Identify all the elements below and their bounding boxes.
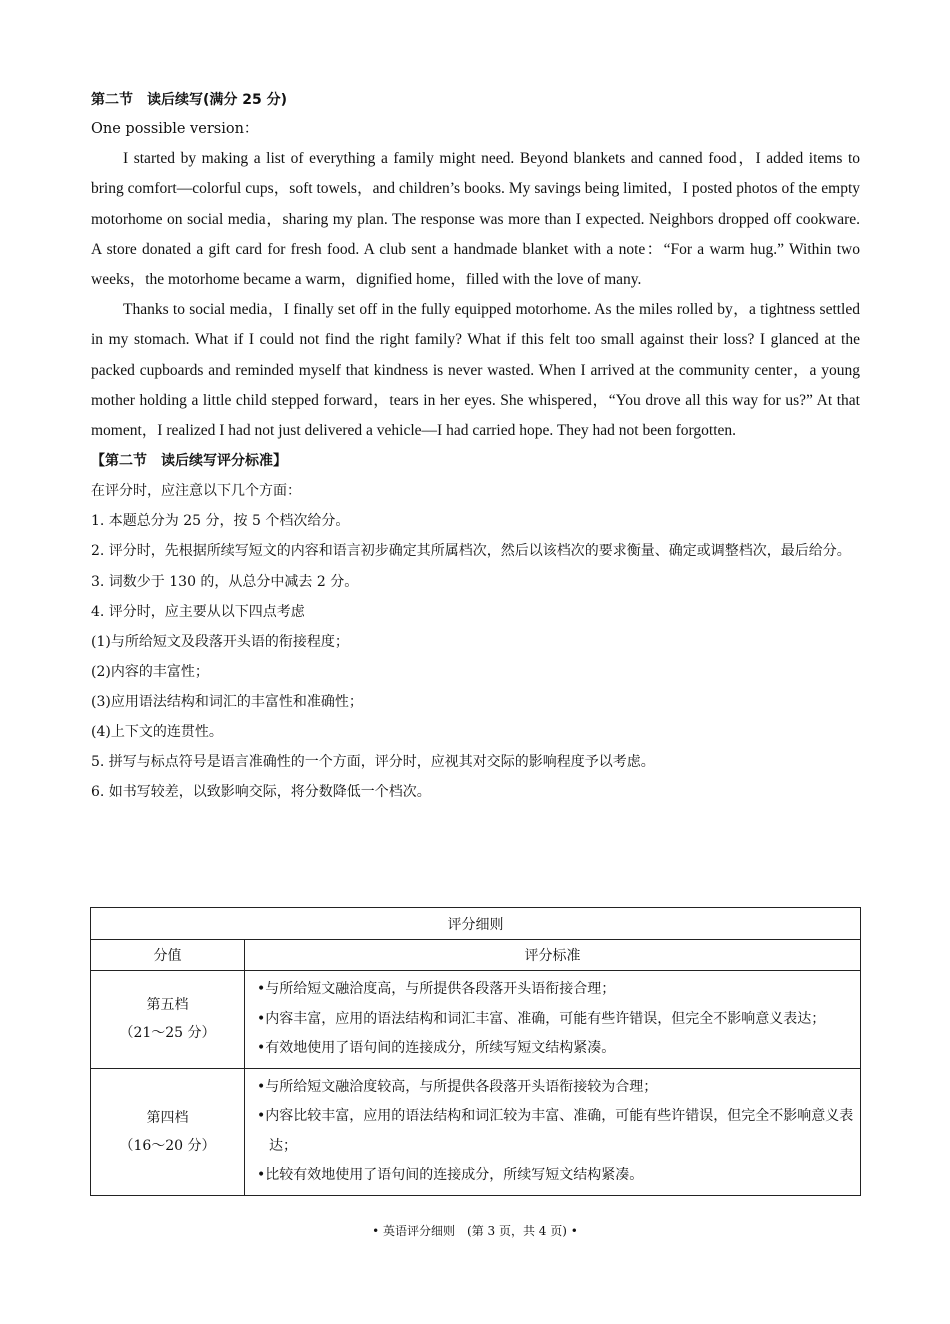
table-row [91, 1068, 861, 1195]
criteria-point: •与所给短文融洽度高，与所提供各段落开头语衔接合理； [257, 981, 616, 997]
level-cell [91, 1068, 245, 1195]
criteria-item-3: 3. 词数少于 130 的，从总分中减去 2 分。 [91, 573, 359, 590]
column-header-criteria: 评分标准 [245, 940, 861, 971]
criteria-subitem-4: (4)上下文的连贯性。 [91, 723, 223, 740]
criteria-point: •有效地使用了语句间的连接成分，所续写短文结构紧凑。 [257, 1040, 616, 1056]
level-range: （21～25 分） [119, 1025, 216, 1042]
scoring-table [90, 907, 861, 1196]
criteria-item-4: 4. 评分时，应主要从以下四点考虑 [91, 603, 305, 620]
page-footer: • 英语评分细则 (第 3 页，共 4 页) • [372, 1224, 578, 1238]
essay-paragraph-2: Thanks to social media，I finally set off in the fully equipped motorhome. As the miles rolled by，a tightness settled in my stomach. What if I could not find the right family? What if this felt too small against their loss? I glanced at the packed cupboards and reminded myself that kindness is never wasted. When I arrived at the community center，a young mother holding a little child stepped forward，tears in her eyes. She whispered，“You drove all this way for us?” At that moment，I realized I had not just delivered a vehicle—I had carried hope. They had not been forgotten. [91, 301, 860, 440]
criteria-item-2: 2. 评分时，先根据所续写短文的内容和语言初步确定其所属档次，然后以该档次的要求衡量、确定或调整档次，最后给分。 [91, 543, 851, 560]
criteria-item-1: 1. 本题总分为 25 分，按 5 个档次给分。 [91, 513, 350, 530]
version-label: One possible version： [91, 121, 259, 137]
criteria-intro: 在评分时，应注意以下几个方面： [91, 483, 301, 500]
table-row [91, 971, 861, 1069]
level-cell [91, 971, 245, 1069]
criteria-cell [245, 971, 861, 1069]
column-header-score: 分值 [91, 940, 245, 971]
page-content [91, 88, 860, 807]
criteria-title: 【第二节 读后续写评分标准】 [91, 453, 287, 470]
criteria-subitem-2: (2)内容的丰富性； [91, 663, 209, 680]
level-name: 第四档 [146, 1109, 189, 1126]
level-name: 第五档 [146, 997, 189, 1014]
criteria-point: •比较有效地使用了语句间的连接成分，所续写短文结构紧凑。 [257, 1167, 644, 1183]
criteria-point: •内容比较丰富，应用的语法结构和词汇较为丰富、准确，可能有些许错误，但完全不影响意义表达； [257, 1108, 854, 1154]
criteria-item-5: 5. 拼写与标点符号是语言准确性的一个方面，评分时，应视其对交际的影响程度予以考虑。 [91, 754, 655, 771]
criteria-point: •内容丰富，应用的语法结构和词汇丰富、准确，可能有些许错误，但完全不影响意义表达； [257, 1010, 826, 1027]
table-caption: 评分细则 [91, 908, 861, 940]
criteria-point: •与所给短文融洽度较高，与所提供各段落开头语衔接较为合理； [257, 1078, 658, 1095]
criteria-item-6: 6. 如书写较差，以致影响交际，将分数降低一个档次。 [91, 784, 431, 801]
criteria-subitem-1: (1)与所给短文及段落开头语的衔接程度； [91, 633, 349, 650]
level-range: （16～20 分） [119, 1137, 216, 1154]
essay-paragraph-1: I started by making a list of everything a family might need. Beyond blankets and canned food，I added items to bring comfort—colorful cups，soft towels，and children’s books. My savings being limited，I posted photos of the empty motorhome on social media，sharing my plan. The response was more than I expected. Neighbors dropped off cookware. A store donated a gift card for fresh food. A club sent a handmade blanket with a note：“For a warm hug.” Within two weeks，the motorhome became a warm，dignified home，filled with the love of many. [91, 150, 860, 289]
section-title: 第二节 读后续写(满分 25 分) [91, 92, 288, 108]
criteria-cell [245, 1068, 861, 1195]
criteria-subitem-3: (3)应用语法结构和词汇的丰富性和准确性； [91, 693, 363, 710]
